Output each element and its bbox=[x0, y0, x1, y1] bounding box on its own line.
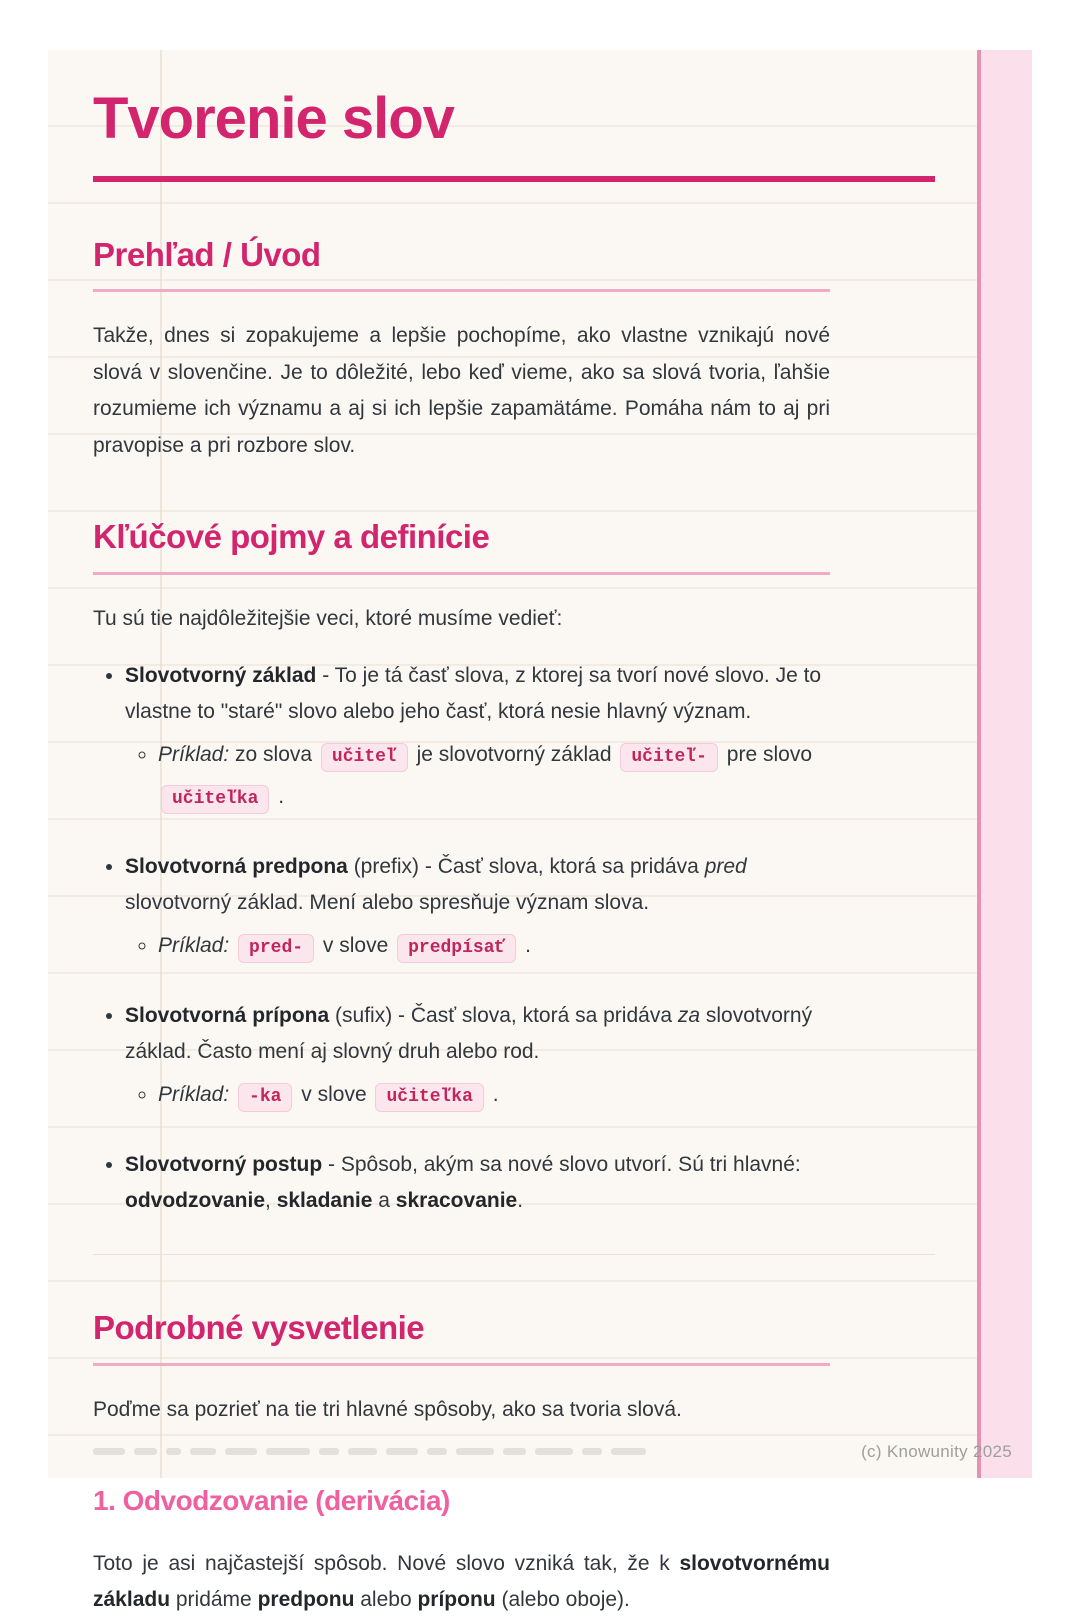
subsection-heading-derivation: 1. Odvodzovanie (derivácia) bbox=[93, 1485, 450, 1517]
concepts-list bbox=[93, 658, 830, 1220]
bold-text: skladanie bbox=[276, 1189, 373, 1213]
concept-definition: • Slovotvorný základ - To je tá časť slova, z ktorej sa tvorí nové slovo. Je to vlastne to "staré" slovo alebo jeho časť, ktorá nesie hlavný význam. bbox=[125, 663, 822, 724]
concept-item bbox=[125, 658, 830, 819]
italic-text: Príklad: bbox=[158, 933, 230, 957]
details-lead: Poďme sa pozrieť na tie tri hlavné spôsoby, ako sa tvoria slová. bbox=[93, 1397, 682, 1421]
page-content bbox=[93, 50, 935, 1619]
concept-item bbox=[125, 849, 830, 968]
example-list bbox=[125, 1075, 830, 1117]
concept-item bbox=[125, 998, 830, 1117]
bold-text: Slovotvorný postup bbox=[125, 1152, 323, 1176]
bold-text: Slovotvorná predpona bbox=[125, 854, 348, 878]
redacted-text-line bbox=[93, 1448, 830, 1455]
code-chip: pred- bbox=[238, 934, 314, 963]
italic-text: Príklad: bbox=[158, 1082, 230, 1106]
page-title: Tvorenie slov bbox=[93, 86, 454, 151]
code-chip: -ka bbox=[238, 1083, 292, 1112]
section-heading-intro: Prehľad / Úvod bbox=[93, 234, 830, 293]
example-item: ◦ Príklad: -ka v slove učiteľka . bbox=[158, 1075, 830, 1117]
bold-text: odvodzovanie bbox=[125, 1189, 266, 1213]
bold-text: Slovotvorný základ bbox=[125, 663, 317, 687]
concept-definition: • Slovotvorná predpona (prefix) - Časť slova, ktorá sa pridáva pred slovotvorný základ. Mení alebo spresňuje význam slova. bbox=[125, 854, 747, 915]
derivation-paragraph: Toto je asi najčastejší spôsob. Nové slovo vzniká tak, že k slovotvornému základu pridáme predponu alebo príponu (alebo oboje). bbox=[93, 1551, 830, 1612]
concept-item bbox=[125, 1147, 830, 1220]
section-heading-key-concepts: Kľúčové pojmy a definície bbox=[93, 516, 830, 575]
example-item: ◦ Príklad: zo slova učiteľ je slovotvorný základ učiteľ- pre slovo učiteľka . bbox=[158, 735, 830, 819]
italic-text: Príklad: bbox=[158, 742, 230, 766]
notebook-page bbox=[48, 50, 1032, 1612]
concept-definition: • Slovotvorná prípona (sufix) - Časť slova, ktorá sa pridáva za slovotvorný základ. Často mení aj slovný druh alebo rod. bbox=[125, 1003, 813, 1064]
intro-paragraph: Takže, dnes si zopakujeme a lepšie pochopíme, ako vlastne vznikajú nové slová v slovenčine. Je to dôležité, lebo keď vieme, ako sa slová tvoria, ľahšie rozumieme ich významu a aj si ich lepšie zapamätáme. Pomáha nám to aj pri pravopise a pri rozbore slov. bbox=[93, 324, 830, 457]
pink-edge-ribbon bbox=[977, 50, 1032, 1478]
code-chip: predpísať bbox=[397, 934, 516, 963]
concept-definition: • Slovotvorný postup - Spôsob, akým sa nové slovo utvorí. Sú tri hlavné: odvodzovanie, skladanie a skracovanie. bbox=[125, 1152, 801, 1213]
code-chip: učiteľ- bbox=[620, 743, 718, 772]
title-divider-rule bbox=[93, 176, 935, 182]
section-heading-details: Podrobné vysvetlenie bbox=[93, 1307, 830, 1366]
example-list bbox=[125, 735, 830, 819]
section-divider bbox=[93, 1254, 935, 1255]
code-chip: učiteľka bbox=[161, 785, 269, 814]
bold-text: slovotvornému základu bbox=[93, 1551, 830, 1612]
italic-text: pred bbox=[704, 854, 747, 878]
example-item: ◦ Príklad: pred- v slove predpísať . bbox=[158, 926, 830, 968]
bold-text: príponu bbox=[417, 1588, 496, 1612]
bold-text: predponu bbox=[257, 1588, 355, 1612]
code-chip: učiteľ bbox=[321, 743, 408, 772]
bold-text: skracovanie bbox=[395, 1189, 518, 1213]
italic-text: za bbox=[677, 1003, 701, 1027]
key-concepts-lead: Tu sú tie najdôležitejšie veci, ktoré musíme vedieť: bbox=[93, 607, 563, 631]
example-list bbox=[125, 926, 830, 968]
bold-text: Slovotvorná prípona bbox=[125, 1003, 330, 1027]
copyright-footer: (c) Knowunity 2025 bbox=[861, 1442, 1012, 1461]
code-chip: učiteľka bbox=[375, 1083, 483, 1112]
